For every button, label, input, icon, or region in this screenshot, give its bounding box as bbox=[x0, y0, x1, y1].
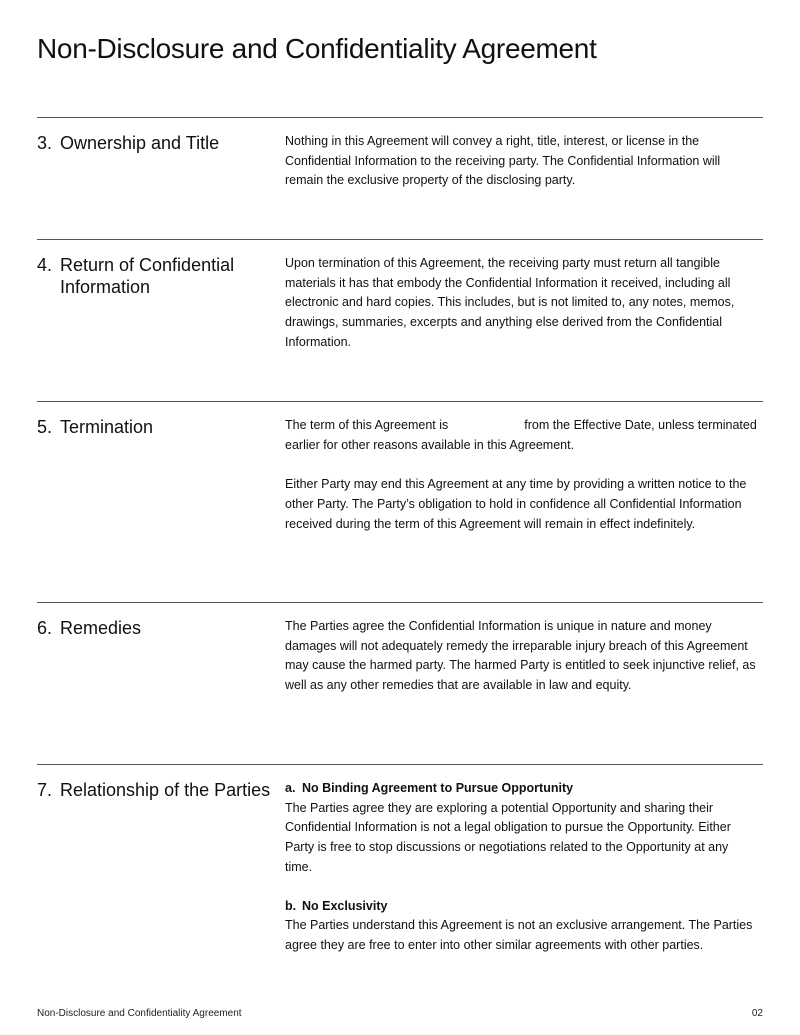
footer-page-number: 02 bbox=[751, 1008, 763, 1019]
paragraph: The Parties agree the Confidential Information is unique in nature and money damages will not adequately remedy the irreparable injury breach of this Agreement may cause the harmed party. The harmed Party is entitled to seek injunctive relief, as well as any other remedies that are available in law and equity. bbox=[285, 619, 756, 693]
subsection-letter: a. bbox=[285, 781, 296, 795]
section-remedies bbox=[37, 602, 763, 693]
section-title: Ownership and Title bbox=[60, 133, 220, 153]
section-relationship-of-the-parties bbox=[37, 764, 763, 952]
section-title: Return of Confidential Information bbox=[60, 255, 235, 297]
subsection-no-binding-agreement bbox=[285, 779, 757, 878]
subsection-letter: b. bbox=[285, 898, 297, 913]
section-return-of-confidential-information bbox=[37, 239, 763, 349]
paragraph: Either Party may end this Agreement at any time by providing a written notice to the other Party. The Party’s obligation to hold in confidence all Confidential Information received during the term of this Agreement will remain in effect indefinitely. bbox=[285, 477, 747, 531]
section-number: 6. bbox=[37, 618, 53, 638]
subsection-body: The Parties agree they are exploring a potential Opportunity and sharing their Confidential Information is not a legal obligation to pursue the Opportunity. Either Party is free to stop discussions or negotiations related to the Opportunity at any time. bbox=[285, 800, 731, 874]
section-number: 4. bbox=[37, 255, 53, 275]
section-body bbox=[285, 779, 757, 956]
term-text-after: from the Effective Date, unless terminated earlier for other reasons available in this Agreement. bbox=[285, 418, 757, 452]
section-heading bbox=[37, 416, 272, 438]
subsection-title: No Binding Agreement to Pursue Opportunity bbox=[302, 781, 574, 795]
section-body bbox=[285, 617, 757, 696]
section-termination bbox=[37, 401, 763, 531]
paragraph: Nothing in this Agreement will convey a right, title, interest, or license in the Confidential Information to the receiving party. The Confidential Information will remain the exclusive property of the disclosing party. bbox=[285, 134, 721, 188]
section-number: 5. bbox=[37, 417, 53, 437]
section-heading bbox=[37, 779, 272, 801]
section-title: Relationship of the Parties bbox=[60, 780, 271, 800]
footer-document-name: Non-Disclosure and Confidentiality Agreement bbox=[37, 1008, 242, 1019]
term-text-before: The term of this Agreement is bbox=[285, 418, 449, 432]
document-title: Non-Disclosure and Confidentiality Agreement bbox=[37, 33, 597, 64]
section-heading bbox=[37, 254, 272, 298]
section-body bbox=[285, 416, 757, 534]
subsection-heading bbox=[285, 779, 757, 799]
section-title: Remedies bbox=[60, 618, 142, 638]
section-heading bbox=[37, 617, 272, 639]
section-number: 7. bbox=[37, 780, 53, 800]
subsection-heading bbox=[285, 897, 757, 917]
paragraph: Upon termination of this Agreement, the receiving party must return all tangible materials it has that embody the Confidential Information it received, including all electronic and hard copies. This includes, but is not limited to, any notes, memos, drawings, summaries, excerpts and anything else derived from the Confidential Information. bbox=[285, 256, 735, 349]
section-number: 3. bbox=[37, 133, 53, 153]
subsection-title: No Exclusivity bbox=[302, 898, 388, 913]
section-body bbox=[285, 132, 757, 191]
section-body bbox=[285, 254, 757, 353]
subsection-body: The Parties understand this Agreement is not an exclusive arrangement. The Parties agree they are free to enter into other similar agreements with other parties. bbox=[285, 918, 753, 952]
section-title: Termination bbox=[60, 417, 154, 437]
subsection-no-exclusivity bbox=[285, 897, 757, 956]
section-ownership-and-title bbox=[37, 117, 763, 188]
term-paragraph bbox=[285, 416, 757, 455]
section-heading bbox=[37, 132, 272, 154]
